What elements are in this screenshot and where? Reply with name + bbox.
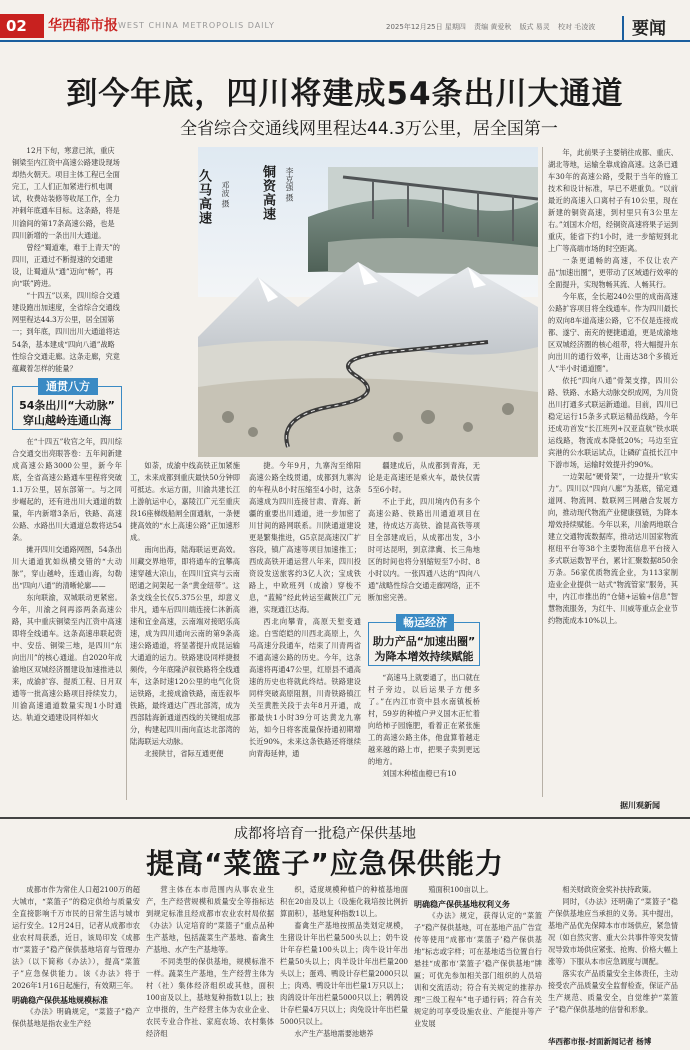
paragraph: 一条更通畅的高速，不仅让农产品“加速出圈”，更带动了区域通行效率的全面提升，实现物畅其流、人畅其行。 (548, 256, 678, 289)
paragraph: 在“十四五”收官之年，四川综合交通交出亮眼答卷：五年间新建成高速公路3000公里，新今年底，全省高速公路通车里程将突破1.1万公里，居东部第一。与之同步崛起的，还有进出川大通道的数量，年内新增3条后，铁路、高速公路、水路出川大通道总数将达54条。 (12, 437, 122, 542)
story1-photo (128, 147, 538, 457)
story2-headline: 提高“菜篮子”应急保供能力 (146, 847, 504, 880)
paragraph: 摊开四川交通路网图，54条出川大通道犹如纵横交错的“大动脉”，穿山越岭，连通山海，勾勒出“四向八通”的清晰轮廓—— (12, 545, 122, 590)
story2-col3 (280, 884, 408, 1046)
paragraph: 南向出海，陆海联运更高效。川藏交界地带，即将通车的宜攀高速穿越大凉山，在四川宜宾与云南昭通之间架起一条“黄金纽带”。这条支线全长仅5.375公里，却意义非凡，通车后四川端连接仁沐新高速和宜金高速，云南端对接昭乐高速，成为四川通向云南的第9条高速公路通道，将显著提升成昆运输大通道的运力。铁路建设同样捷报频传，今年底隆泸叙铁路将全线通车，这条时速120公里的电气化货运铁路，北接成渝铁路，南连叙毕铁路，最终通达广西北部湾，成为西部陆海新通道西线的关键组成部分，构建起四川南向直达北部湾的陆海联运大动脉。 (130, 545, 240, 746)
story2-byline: 华西都市报-封面新闻记者 杨博 (548, 1037, 652, 1046)
photo-credit-tongzi: 李克强 摄 (285, 167, 294, 202)
paragraph: 东向联渝，双城联动更紧密。今年，川渝之间再添两条高速公路，其中重庆铜梁至内江资中高速即将全线通车。这条高速串联起资中、安岳、铜梁三地，是四川“东向出川”的核心通道。自2020年成渝地区双城经济圈建设加速推进以来，成渝扩容、提质工程、日月双通等一批高速公路项目持续发力，川渝高速通道数量实现1小时通达。轨道交通建设同样如火 (12, 593, 122, 722)
paragraph: 营主体在本市范围内从事农业生产，生产经营规模和质量安全等指标达到规定标准且经成都市农业农村局依据《办法》认定培育的“菜篮子”重点品种生产基地，包括蔬菜生产基地、畜禽生产基地、水产生产基地等。 (146, 885, 274, 954)
photo-credit-jiuma: 邓波 摄 (221, 181, 230, 208)
paragraph: 《办法》明确规定，“菜篮子”稳产保供基地是指农业生产经 (12, 1007, 140, 1028)
header-meta (386, 22, 601, 32)
paragraph: 畜禽生产基地按照品类划定规模，生猪设计年出栏量500头以上；奶牛设计年存栏量100头以上；肉牛设计年出栏量50头以上；肉羊设计年出栏量200头以上；蛋鸡、鸭设计存栏量2000只以上；肉鸡、鸭设计年出栏量1万只以上；肉鸽设计年出栏量5000只以上；鹌鹑设计存栏量4万只以上；肉兔设计年出栏量5000只以上。 (280, 921, 408, 1026)
story1-lead (12, 145, 120, 383)
paragraph: 织，适度规模种植户的种植基地面积在20亩及以上（设施化栽培按比例折算面积），基地复种指数1以上。 (280, 885, 408, 918)
story2-col4 (414, 884, 542, 1046)
paragraph: 疆建成后，从成都到青海，无论是走高速还是乘火车，最快仅需5至6小时。 (368, 461, 480, 494)
paragraph: 相关财政资金奖补扶持政策。 (562, 885, 656, 894)
brand-english: WEST CHINA METROPOLIS DAILY (118, 21, 275, 30)
story2-col2 (146, 884, 274, 1046)
paragraph: 落实农产品质量安全主体责任，主动接受农产品质量安全监督检查，保证产品生产规范、质量安全，自觉维护“菜篮子”稳产保供基地的信誉和形象。 (548, 969, 678, 1014)
lead-paragraph: “十四五”以来，四川综合交通建设跑出加速度，全省综合交通线网里程达44.3万公里，居全国第一；到年底，四川出川大通道将达54条，基本建成“四向八通”战略性综合交通走廊。这条走廊，究竟蕴藏着怎样的能量？ (12, 291, 120, 373)
sidebar2-subhead: 助力产品“加速出圈” 为降本增效持续赋能 (372, 635, 476, 663)
paragraph: 《办法》规定，获得认定的“菜篮子”稳产保供基地，可在基地产品广告宣传等使用“成都市‘菜篮子’稳产保供基地”标志或字样；可在基地适当位置自行悬挂“成都市‘菜篮子’稳产保供基地”牌匾；可优先参加相关部门组织的人员培训和交流活动；符合有关规定的推荐办理“三级工程车”电子通行码；符合有关规定的可享受设施农业、产能提升等产业发展 (414, 911, 542, 1028)
paragraph: 成都市作为常住人口超2100万的超大城市，“菜篮子”的稳定供给与质量安全直接影响千万市民的日常生活与城市运行安全。12月24日，记者从成都市农业农村局获悉，近日，该局印发《成都市“菜篮子”稳产保供基地培育与管理办法》（以下简称《办法》），提高“菜篮子”应急保供能力。该《办法》将于2026年1月16日起施行，有效期三年。 (12, 885, 140, 990)
paragraph: 北接陕甘，省际互通更便 (144, 749, 224, 758)
highway-photo-illustration (128, 147, 538, 457)
story1-headline: 到今年底，四川将建成54条出川大通道 (66, 76, 624, 112)
paragraph: “高速马上就要通了，出口就在村子旁边，以后运果子方便多了。”在内江市资中县水南镇板桥村，59岁的种植户尹义国木正忙着向给柿子园施肥，看着正在紧张施工的高速公路主体，他盘算着越走越来越的路上市，把果子卖到更远的地方。 (368, 673, 480, 766)
story2-col5 (548, 884, 678, 1034)
column-rule (126, 460, 127, 800)
sidebar2-tag: 畅运经济 (396, 614, 454, 631)
story1-col4b (368, 672, 480, 796)
page-header (0, 0, 690, 42)
designer-credit: 版式 易灵 (519, 23, 550, 31)
sidebar1-subhead: 54条出川“大动脉” 穿山越岭连通山海 (19, 399, 115, 427)
story1-col3 (249, 460, 361, 796)
proof-credit: 校对 毛凌波 (558, 23, 596, 31)
story1-col4 (368, 460, 480, 608)
paragraph: 水产生产基地需要池塘养 (294, 1029, 374, 1038)
story2-section-heading: 明确稳产保供基地规模标准 (12, 996, 108, 1005)
paragraph: 殖面积100亩以上。 (428, 885, 493, 894)
paragraph: 同时，《办法》还明确了“菜篮子”稳产保供基地应当承担的义务。其中提出，基地产品优先保障本市市场供应，紧急情况（如自然灾害、重大公共事件等突发情况导致市场供应紧张、抢购、价格大幅上涨等）下服从本市应急调度与调配。 (548, 897, 678, 966)
lead-paragraph: 12月下旬，寒意已浓，重庆铜梁至内江资中高速公路建设现场却热火朝天。项目主体工程已全面完工，工人们正加紧进行机电调试，收费站装修等收尾工作，全力冲刺年底通车目标。这条路，将是川渝间的第17条高速公路，也是四川新增的一条出川大通道。 (12, 146, 120, 240)
column-rule (542, 147, 543, 797)
issue-date: 2025年12月25日 星期四 (386, 23, 466, 31)
paragraph: 刘国木种植血橙已有10 (382, 769, 457, 778)
paragraph: 西北向攀青，高原天堑变通途。白雪皑皑的川西北高原上，久马高速分段通车，结束了川青两省不通高速公路的历史。今年，这条高速将再通47公里，红原县不通高速的历史也将就此终结。铁路建设同样突破高原阻割，川青铁路镇江关至黄胜关段于去年8月开通，成都最快1小时39分可达黄龙九寨站，如今日将客流量保持通初期增长近90%，未来这条铁路还将继续向青海延伸，通 (249, 617, 361, 758)
story1-byline: 据川观新闻 (620, 801, 660, 810)
photo-label-tongzi: 铜资高速 (260, 165, 275, 221)
story2-section-heading: 明确稳产保供基地权利义务 (414, 900, 510, 909)
brand-logo: 华西都市报 (48, 18, 118, 34)
story2-subheadline: 成都将培育一批稳产保供基地 (234, 826, 416, 842)
story2-col1 (12, 884, 140, 1046)
story1-col5 (548, 147, 678, 783)
paragraph: 一边架起“硬骨架”，一边提升“软实力”。四川以“四向八廊”为基底，锚定通道网、物流网、数联网三网融合发展方向，推动现代物流产业健康强链，为降本增效持续赋能。今年以来，川渝两地联合建立交通物流数据库，推动达川国家物流枢纽平台等38个主要物流信息平台接入多式联运数智平台，累计汇聚数据850余万条。56家优质物流企业，为113家制造业企业提供一站式“物流管家”服务，其中，内江市推出的“仓储+运输+信息”智慧物流服务，为红牛、川威等重点企业节约物流成本10%以上。 (548, 472, 678, 625)
sidebar1-tag: 通贯八方 (38, 378, 98, 395)
paragraph: 不止于此，四川境内仍有多个高速公路、铁路出川通道项目在建，待成达万高铁、渝昆高铁等项目全部建成后，从成都出发，3小时可达昆明，到京津冀、长三角地区的时间也将分别缩短至7小时、8小时以内。一张四通八达的“四向八通”战略性综合交通走廊网络，正不断加密完善。 (368, 497, 480, 602)
paragraph: 依托“四向八通”骨架支撑，四川公路、铁路、水路大动脉交织成网，为川货出川打通多式联运新通道。目前，四川已稳定运行15条多式联运精品线路，今年还成功首发“长江班列+汉亚直航”铁水联运线路，物流成本降低20%；马边至宜宾港的公水联运试点，让磷矿直抵长江中下游市场，运输时效提升约90%。 (548, 376, 678, 469)
page-number: 02 (0, 14, 44, 38)
story-divider (0, 817, 690, 819)
paragraph: 今年底，全长超240公里的成南高速公路扩容项目将全线通车。作为四川最长的双向8车道高速公路，它不仅是连接成都、遂宁、南充的便捷通道，更是成渝地区双城经济圈的核心组带，将大幅提升东向出川的通行效率，让南达38个多镇近人“半小时通道圈”。 (548, 292, 678, 373)
photo-label-jiuma: 久马高速 (196, 169, 211, 225)
paragraph: 不同类型的保供基地，规模标准不一样。蔬菜生产基地，生产经营主体为村（社）集体经济组织或其他，面积100亩及以上，基地复种指数1以上；独立申报的，生产经营主体为农业企业、农民专业合作社、家庭农场、农村集体经济组 (146, 957, 274, 1038)
story1-subheadline: 全省综合交通线网里程达44.3万公里，居全国第一 (180, 119, 558, 139)
paragraph: 年，此前果子主要销往成都、重庆、湖北等地，运输全靠成渝高速。这条已通车30年的高速公路，受限于当年的施工技术和设计标准，早已不堪重负。“以前最近的高速入口离村子有10公里，现在新建的铜资高速，到村里只有3公里左右。”刘国木介绍，经铜资高速将果子运到重庆，能省下约1小时，进一步缩短到北上广等高端市场的时空距离。 (548, 148, 678, 253)
lead-paragraph: 曾经“蜀道难，难于上青天”的四川，正通过不断提速的交通建设，让蜀道从“通”迈向“畅”，再向“联”跨进。 (12, 242, 120, 289)
story1-col1 (12, 436, 122, 796)
editor-credit: 责编 黄爱秋 (474, 23, 512, 31)
paragraph: 捷。今年9月，九寨沟至绵阳高速公路全线贯通，成都到九寨沟的车程从8小时压缩至4小时，这条高速成为四川连接甘肃、青海、新疆的重要出川通道，进一步加密了川甘间的路网联系。川陕通道建设更是繁集推进，G5京昆高速汉广扩容段，镇广高速等项目加速推工；西成高铁开通运营八年来，四川投资设发送旅客约3亿人次；宝成铁路上，中欧班列（成渝）穿梭不息，“蓝鲸”经此转运至藏陕江广元港，实现通江达海。 (249, 461, 361, 614)
story1-col2 (130, 460, 240, 796)
section-name: 要闻 (622, 16, 666, 42)
paragraph: 如荼，成渝中线高铁正加紧施工，未来成都到重庆最快50分钟即可抵达。水运方面，川渝共建长江上游航运中心，嘉陵江广元至重庆段16座梯级船闸全面通航，一条便捷高效的“水上高速公路”正加速形成。 (130, 461, 240, 542)
